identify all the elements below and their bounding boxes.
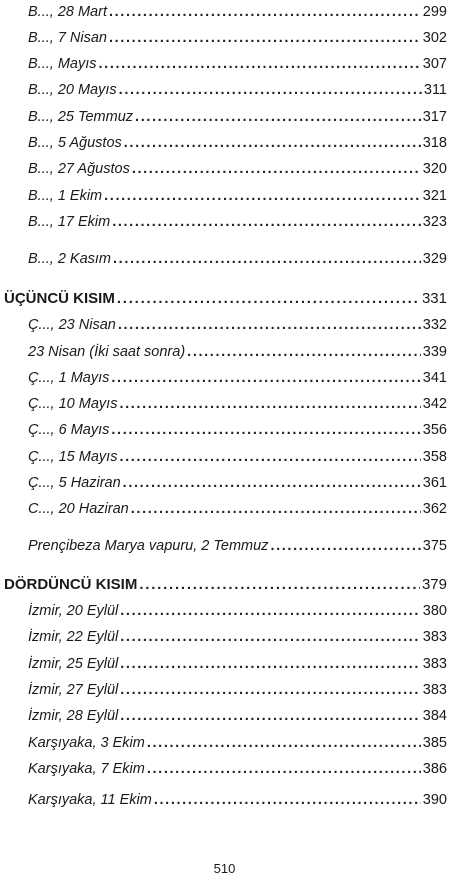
- toc-entry: [28, 210, 447, 234]
- toc-entry-page-number: 361: [422, 475, 447, 491]
- dot-leader: [120, 652, 421, 676]
- toc-entry-page-number: 329: [422, 251, 447, 267]
- toc-entry: [28, 731, 447, 755]
- toc-entry-label: B..., 27 Ağustos: [28, 161, 130, 177]
- toc-entry: [28, 247, 447, 271]
- toc-entry: [28, 105, 447, 129]
- toc-entry: [28, 366, 447, 390]
- toc-entry-label: İzmir, 25 Eylül: [28, 656, 119, 672]
- dot-leader: [119, 445, 420, 469]
- toc-entry-label: B..., 20 Mayıs: [28, 82, 117, 98]
- toc-entry-page-number: 320: [422, 161, 447, 177]
- toc-entry-label: C..., 20 Haziran: [28, 501, 129, 517]
- dot-leader: [131, 497, 421, 521]
- toc-entry: [28, 52, 447, 76]
- toc-entry-page-number: 299: [422, 4, 447, 20]
- toc-entry-page-number: 307: [422, 56, 447, 72]
- dot-leader: [120, 599, 421, 623]
- toc-entry: [28, 445, 447, 469]
- toc-entry-page-number: 383: [422, 682, 447, 698]
- dot-leader: [187, 340, 421, 364]
- page-number: 510: [213, 861, 236, 876]
- dot-leader: [117, 287, 420, 311]
- toc-entry-page-number: 323: [422, 214, 447, 230]
- toc-entry-label: B..., Mayıs: [28, 56, 97, 72]
- toc-entry-label: B..., 28 Mart: [28, 4, 107, 20]
- toc-entry-label: Prençibeza Marya vapuru, 2 Temmuz: [28, 538, 269, 554]
- toc-entry-page-number: 358: [422, 449, 447, 465]
- toc-entry-label: Ç..., 15 Mayıs: [28, 449, 118, 465]
- dot-leader: [270, 534, 420, 558]
- toc-entry: [28, 788, 447, 812]
- toc-entry-label: B..., 5 Ağustos: [28, 135, 122, 151]
- toc-entry-page-number: 385: [422, 735, 447, 751]
- toc-entry-label: Ç..., 1 Mayıs: [28, 370, 110, 386]
- toc-entry: [28, 599, 447, 623]
- toc-entry-page-number: 386: [422, 761, 447, 777]
- dot-leader: [112, 210, 421, 234]
- toc-entry-page-number: 311: [423, 82, 447, 98]
- toc-entry-label: İzmir, 22 Eylül: [28, 629, 119, 645]
- toc-entry-page-number: 341: [422, 370, 447, 386]
- dot-leader: [99, 52, 421, 76]
- toc-entry-label: 23 Nisan (İki saat sonra): [28, 344, 186, 360]
- toc-entry: [28, 26, 447, 50]
- toc-entry-page-number: 321: [422, 188, 447, 204]
- toc-entry: [28, 704, 447, 728]
- toc-entry-label: B..., 17 Ekim: [28, 214, 111, 230]
- dot-leader: [111, 366, 420, 390]
- toc-entry-label: B..., 1 Ekim: [28, 188, 103, 204]
- toc-entry-label: DÖRDÜNCÜ KISIM: [4, 576, 138, 593]
- toc-entry-label: İzmir, 27 Eylül: [28, 682, 119, 698]
- dot-leader: [111, 418, 420, 442]
- dot-leader: [135, 105, 421, 129]
- toc-entry-page-number: 302: [422, 30, 447, 46]
- toc-entry-label: İzmir, 20 Eylül: [28, 603, 119, 619]
- toc-entry: [28, 184, 447, 208]
- dot-leader: [147, 757, 421, 781]
- dot-leader: [154, 788, 421, 812]
- toc-entry-label: ÜÇÜNCÜ KISIM: [4, 290, 115, 307]
- dot-leader: [119, 78, 422, 102]
- toc-entry-page-number: 362: [422, 501, 447, 517]
- toc-entry-page-number: 318: [422, 135, 447, 151]
- dot-leader: [109, 0, 421, 24]
- dot-leader: [109, 26, 421, 50]
- toc-entry-label: Karşıyaka, 3 Ekim: [28, 735, 145, 751]
- toc-entry-page-number: 331: [421, 290, 447, 307]
- toc-entry: [28, 757, 447, 781]
- dot-leader: [113, 247, 421, 271]
- toc-entry-label: Ç..., 23 Nisan: [28, 317, 116, 333]
- toc-entry-label: Ç..., 5 Haziran: [28, 475, 121, 491]
- dot-leader: [120, 704, 421, 728]
- toc-entry-page-number: 356: [422, 422, 447, 438]
- toc-entry: [28, 0, 447, 24]
- toc-entry: [28, 340, 447, 364]
- toc-entry-label: Karşıyaka, 7 Ekim: [28, 761, 145, 777]
- toc-section-heading: [4, 287, 447, 311]
- dot-leader: [104, 184, 421, 208]
- toc-entry: [28, 418, 447, 442]
- toc-entry-page-number: 390: [422, 792, 447, 808]
- dot-leader: [147, 731, 421, 755]
- toc-entry-page-number: 380: [422, 603, 447, 619]
- toc-entry-page-number: 383: [422, 656, 447, 672]
- toc-entry-page-number: 379: [421, 576, 447, 593]
- toc-entry-page-number: 317: [422, 109, 447, 125]
- toc-entry-label: Ç..., 10 Mayıs: [28, 396, 118, 412]
- dot-leader: [123, 471, 421, 495]
- toc-entry: [28, 534, 447, 558]
- toc-entry-label: İzmir, 28 Eylül: [28, 708, 119, 724]
- toc-entry: [28, 78, 447, 102]
- toc-entry-label: B..., 25 Temmuz: [28, 109, 134, 125]
- dot-leader: [124, 131, 421, 155]
- toc-entry-page-number: 339: [422, 344, 447, 360]
- toc-entry: [28, 392, 447, 416]
- toc-entry: [28, 497, 447, 521]
- toc-entry: [28, 131, 447, 155]
- toc-entry-label: Karşıyaka, 11 Ekim: [28, 792, 152, 808]
- dot-leader: [119, 392, 420, 416]
- dot-leader: [120, 678, 421, 702]
- toc-entry: [28, 313, 447, 337]
- toc-entry-label: B..., 7 Nisan: [28, 30, 107, 46]
- toc-section-heading: [4, 573, 447, 597]
- toc-entry-page-number: 383: [422, 629, 447, 645]
- dot-leader: [120, 625, 421, 649]
- toc-entry-label: Ç..., 6 Mayıs: [28, 422, 110, 438]
- toc-entry-page-number: 375: [422, 538, 447, 554]
- dot-leader: [118, 313, 421, 337]
- toc-entry: [28, 625, 447, 649]
- toc-entry-page-number: 332: [422, 317, 447, 333]
- dot-leader: [132, 157, 421, 181]
- toc-entry: [28, 652, 447, 676]
- toc-entry: [28, 157, 447, 181]
- dot-leader: [139, 573, 420, 597]
- toc-entry: [28, 471, 447, 495]
- toc-entry-label: B..., 2 Kasım: [28, 251, 111, 267]
- toc-entry-page-number: 342: [422, 396, 447, 412]
- toc-entry: [28, 678, 447, 702]
- toc-entry-page-number: 384: [422, 708, 447, 724]
